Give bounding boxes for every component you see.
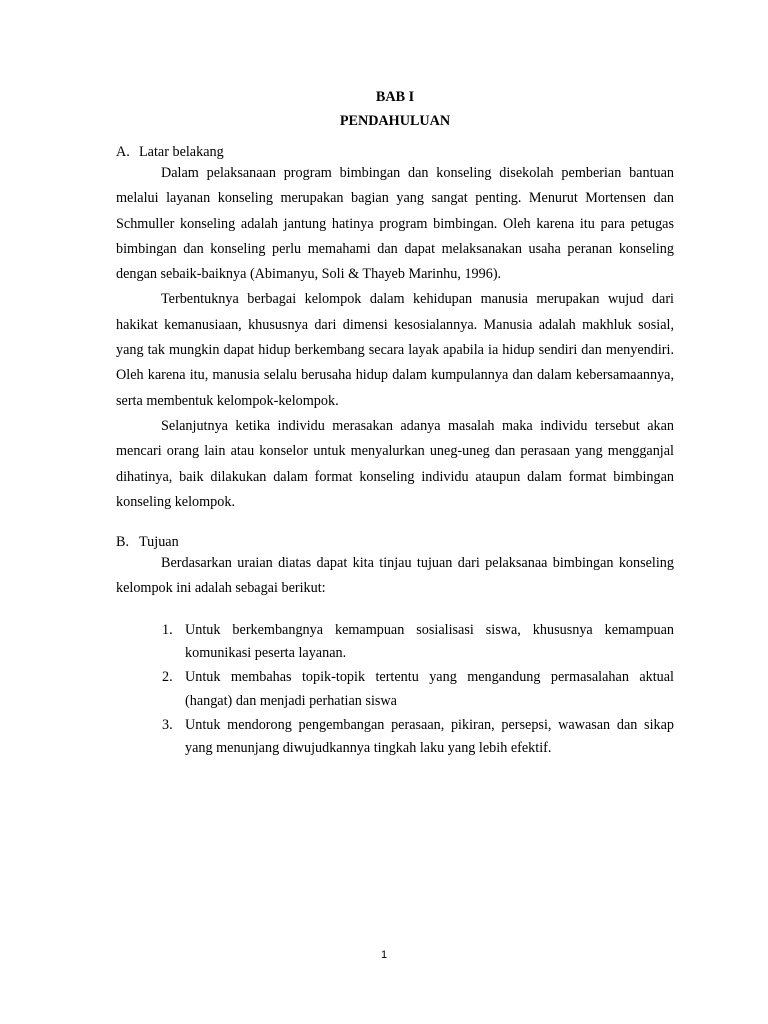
section-a-heading bbox=[116, 143, 674, 161]
section-b-letter: B. bbox=[116, 534, 130, 551]
section-a-title: Latar belakang bbox=[139, 144, 224, 160]
section-a-letter: A. bbox=[116, 144, 130, 160]
list-item bbox=[116, 714, 674, 761]
chapter-label: BAB I bbox=[375, 89, 415, 105]
paragraph-1: Dalam pelaksanaan program bimbingan dan konseling disekolah pemberian bantuan melalui layanan konseling merupakan bagian yang sangat penting. Menurut Mortensen dan Schmuller konseling adalah jantung hatinya program bimbingan. Oleh karena itu para petugas bimbingan dan konseling perlu memahami dan dapat melaksanakan usaha peranan konseling dengan sebaik-baiknya (Abimanyu, Soli & Thayeb Marinhu, 1996). bbox=[116, 165, 674, 283]
list-item-number: 2. bbox=[162, 669, 173, 686]
list-item-number: 3. bbox=[162, 716, 173, 733]
list-item bbox=[116, 619, 674, 666]
paragraph-3: Selanjutnya ketika individu merasakan adanya masalah maka individu tersebut akan mencari orang lain atau konselor untuk menyalurkan uneg-uneg dan perasaan yang mengganjal dihatinya, baik dilakukan dalam format konseling individu ataupun dalam format bimbingan konseling kelompok. bbox=[116, 417, 674, 510]
page-number: 1 bbox=[380, 949, 388, 961]
list-item-text: Untuk membahas topik-topik tertentu yang mengandung permasalahan aktual (hangat) dan menjadi perhatian siswa bbox=[185, 669, 674, 709]
goals-list bbox=[116, 619, 674, 761]
section-b-title: Tujuan bbox=[139, 534, 179, 551]
list-item-text: Untuk berkembangnya kemampuan sosialisasi siswa, khususnya kemampuan komunikasi peserta layanan. bbox=[185, 621, 674, 662]
section-b-intro: Berdasarkan uraian diatas dapat kita tinjau tujuan dari pelaksanaa bimbingan konseling kelompok ini adalah sebagai berikut: bbox=[116, 555, 674, 597]
page-content bbox=[116, 88, 674, 761]
list-item-text: Untuk mendorong pengembangan perasaan, pikiran, persepsi, wawasan dan sikap yang menunjang diwujudkannya tingkah laku yang lebih efektif. bbox=[185, 716, 674, 757]
chapter-title: PENDAHULUAN bbox=[339, 113, 451, 129]
list-item-number: 1. bbox=[162, 621, 173, 638]
list-item bbox=[116, 666, 674, 713]
paragraph-2: Terbentuknya berbagai kelompok dalam kehidupan manusia merupakan wujud dari hakikat kemanusiaan, khususnya dari dimensi kesosialannya. Manusia adalah makhluk sosial, yang tak mungkin dapat hidup berkembang secara layak apabila ia hidup sendiri dan menyendiri. Oleh karena itu, manusia selalu berusaha hidup dalam kumpulannya dan dalam kebersamaannya, serta membentuk kelompok-kelompok. bbox=[116, 291, 674, 409]
section-b-heading bbox=[116, 533, 674, 551]
